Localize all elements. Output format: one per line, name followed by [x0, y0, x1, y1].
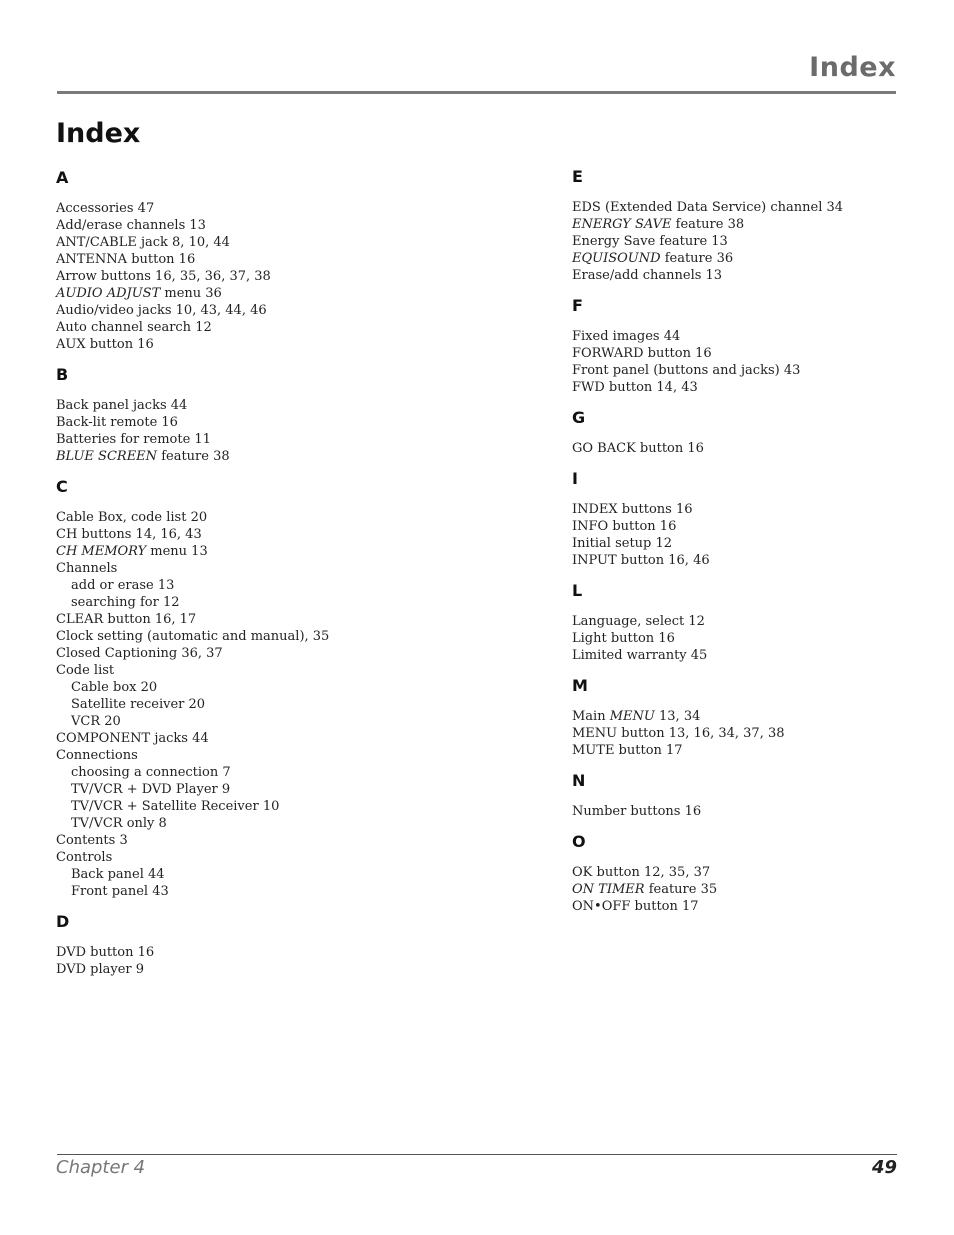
entry-italic-term: BLUE SCREEN	[56, 449, 158, 464]
index-section-i	[572, 469, 902, 569]
entry-prefix: Main	[572, 709, 610, 724]
entry-text: Back panel 44	[71, 867, 165, 882]
entry-text: Fixed images 44	[572, 329, 681, 344]
entry-text: ANTENNA button 16	[56, 252, 196, 267]
entry-text: Front panel 43	[71, 884, 169, 899]
entry-italic-term: ON TIMER	[572, 882, 645, 897]
section-letter: D	[56, 912, 70, 931]
entry-text: Erase/add channels 13	[572, 268, 723, 283]
footer-chapter: Chapter 4	[56, 1157, 146, 1178]
entry-text: Cable box 20	[71, 680, 158, 695]
index-column-right	[572, 167, 902, 927]
entry-italic-term: EQUISOUND	[572, 251, 661, 266]
section-letter: I	[572, 469, 578, 488]
entry-text: COMPONENT jacks 44	[56, 731, 209, 746]
entry-text: choosing a connection 7	[71, 765, 231, 780]
index-entry	[56, 200, 386, 217]
index-entry	[572, 803, 902, 820]
index-entry	[572, 881, 902, 898]
entry-text: Initial setup 12	[572, 536, 673, 551]
entry-text: Controls	[56, 850, 113, 865]
entry-text: CLEAR button 16, 17	[56, 612, 197, 627]
entry-text: Back panel jacks 44	[56, 398, 188, 413]
entry-text: TV/VCR only 8	[71, 816, 167, 831]
index-entry	[56, 849, 386, 866]
index-subentry	[56, 696, 386, 713]
entry-text: Number buttons 16	[572, 804, 702, 819]
index-entry	[572, 742, 902, 759]
index-entry	[572, 630, 902, 647]
index-entry	[56, 234, 386, 251]
entry-italic-term: AUDIO ADJUST	[56, 286, 161, 301]
index-entry	[572, 440, 902, 457]
entry-text: Audio/video jacks 10, 43, 44, 46	[56, 303, 267, 318]
index-entry	[56, 961, 386, 978]
entry-text: Light button 16	[572, 631, 675, 646]
index-entry	[56, 431, 386, 448]
index-entry	[56, 611, 386, 628]
section-letter: O	[572, 832, 586, 851]
entry-text: OK button 12, 35, 37	[572, 865, 711, 880]
index-entry	[572, 345, 902, 362]
entry-text: INDEX buttons 16	[572, 502, 693, 517]
entry-text: Front panel (buttons and jacks) 43	[572, 363, 801, 378]
entry-text: TV/VCR + Satellite Receiver 10	[71, 799, 280, 814]
index-section-e	[572, 167, 902, 284]
index-entry	[572, 613, 902, 630]
entry-text: Limited warranty 45	[572, 648, 708, 663]
index-entry	[572, 725, 902, 742]
index-entry	[572, 267, 902, 284]
index-entry	[56, 285, 386, 302]
entry-text: menu 36	[160, 286, 222, 301]
entry-text: VCR 20	[71, 714, 121, 729]
index-entry	[56, 560, 386, 577]
entry-text: DVD player 9	[56, 962, 145, 977]
entry-text: Connections	[56, 748, 138, 763]
entry-text: Back-lit remote 16	[56, 415, 178, 430]
index-entry	[56, 302, 386, 319]
index-section-a	[56, 168, 386, 353]
page-title: Index	[56, 118, 141, 149]
entry-italic-term: MENU	[609, 709, 655, 724]
index-entry	[56, 268, 386, 285]
entry-text: Batteries for remote 11	[56, 432, 211, 447]
entry-text: Add/erase channels 13	[56, 218, 206, 233]
entry-text: CH buttons 14, 16, 43	[56, 527, 202, 542]
entry-text: feature 35	[644, 882, 718, 897]
index-entry	[572, 233, 902, 250]
index-entry	[572, 898, 902, 915]
index-entry	[56, 414, 386, 431]
index-section-b	[56, 365, 386, 465]
index-entry	[56, 319, 386, 336]
index-entry	[572, 362, 902, 379]
index-entry	[56, 251, 386, 268]
section-letter: N	[572, 771, 586, 790]
entry-text: Cable Box, code list 20	[56, 510, 208, 525]
section-letter: M	[572, 676, 588, 695]
entry-text: MUTE button 17	[572, 743, 683, 758]
entry-text: Channels	[56, 561, 118, 576]
index-entry	[56, 628, 386, 645]
index-section-c	[56, 477, 386, 900]
entry-text: INFO button 16	[572, 519, 677, 534]
index-entry	[56, 730, 386, 747]
index-entry	[56, 944, 386, 961]
running-header-title: Index	[809, 52, 896, 83]
section-letter: A	[56, 168, 69, 187]
entry-text: INPUT button 16, 46	[572, 553, 710, 568]
entry-text: add or erase 13	[71, 578, 175, 593]
entry-italic-term: ENERGY SAVE	[572, 217, 672, 232]
index-entry	[56, 526, 386, 543]
entry-text: feature 38	[671, 217, 745, 232]
entry-text: FWD button 14, 43	[572, 380, 698, 395]
entry-text: Clock setting (automatic and manual), 35	[56, 629, 330, 644]
index-subentry	[56, 764, 386, 781]
entry-text: Contents 3	[56, 833, 128, 848]
index-subentry	[56, 594, 386, 611]
index-section-f	[572, 296, 902, 396]
index-entry	[572, 708, 902, 725]
index-entry	[56, 645, 386, 662]
index-section-d	[56, 912, 386, 978]
entry-italic-term: CH MEMORY	[56, 544, 147, 559]
index-entry	[56, 662, 386, 679]
index-entry	[572, 216, 902, 233]
index-subentry	[56, 679, 386, 696]
section-letter: C	[56, 477, 68, 496]
index-entry	[56, 217, 386, 234]
index-subentry	[56, 781, 386, 798]
index-section-o	[572, 832, 902, 915]
index-subentry	[56, 815, 386, 832]
entry-text: searching for 12	[71, 595, 180, 610]
index-section-g	[572, 408, 902, 457]
entry-text: Satellite receiver 20	[71, 697, 206, 712]
entry-text: ANT/CABLE jack 8, 10, 44	[56, 235, 230, 250]
entry-text: Auto channel search 12	[56, 320, 212, 335]
header-rule	[57, 91, 896, 94]
section-letter: G	[572, 408, 586, 427]
index-entry	[572, 328, 902, 345]
entry-text: ON•OFF button 17	[572, 899, 699, 914]
entry-text: EDS (Extended Data Service) channel 34	[572, 200, 844, 215]
index-entry	[572, 535, 902, 552]
index-entry	[56, 397, 386, 414]
entry-text: Arrow buttons 16, 35, 36, 37, 38	[56, 269, 271, 284]
footer-page-number: 49	[871, 1157, 897, 1178]
entry-text: feature 38	[157, 449, 230, 464]
index-entry	[56, 336, 386, 353]
entry-text: Accessories 47	[56, 201, 155, 216]
index-subentry	[56, 866, 386, 883]
index-subentry	[56, 713, 386, 730]
entry-text: feature 36	[660, 251, 734, 266]
index-section-m	[572, 676, 902, 759]
entry-text: DVD button 16	[56, 945, 155, 960]
section-letter: B	[56, 365, 69, 384]
entry-text: AUX button 16	[56, 337, 154, 352]
index-entry	[56, 832, 386, 849]
index-subentry	[56, 798, 386, 815]
index-entry	[572, 379, 902, 396]
entry-text: MENU button 13, 16, 34, 37, 38	[572, 726, 785, 741]
index-subentry	[56, 883, 386, 900]
entry-text: 13, 34	[654, 709, 701, 724]
section-letter: E	[572, 167, 583, 186]
index-section-l	[572, 581, 902, 664]
section-letter: L	[572, 581, 583, 600]
index-column-left	[56, 168, 386, 990]
index-entry	[572, 250, 902, 267]
entry-text: GO BACK button 16	[572, 441, 704, 456]
index-entry	[572, 552, 902, 569]
footer-rule	[57, 1154, 897, 1155]
entry-text: Code list	[56, 663, 115, 678]
index-entry	[572, 647, 902, 664]
index-entry	[572, 864, 902, 881]
index-entry	[56, 747, 386, 764]
section-letter: F	[572, 296, 583, 315]
entry-text: Closed Captioning 36, 37	[56, 646, 223, 661]
index-entry	[572, 518, 902, 535]
entry-text: menu 13	[146, 544, 208, 559]
index-entry	[572, 199, 902, 216]
entry-text: Energy Save feature 13	[572, 234, 728, 249]
index-entry	[56, 543, 386, 560]
entry-text: Language, select 12	[572, 614, 705, 629]
entry-text: FORWARD button 16	[572, 346, 712, 361]
index-subentry	[56, 577, 386, 594]
entry-text: TV/VCR + DVD Player 9	[71, 782, 231, 797]
index-section-n	[572, 771, 902, 820]
index-entry	[56, 448, 386, 465]
index-entry	[56, 509, 386, 526]
index-entry	[572, 501, 902, 518]
